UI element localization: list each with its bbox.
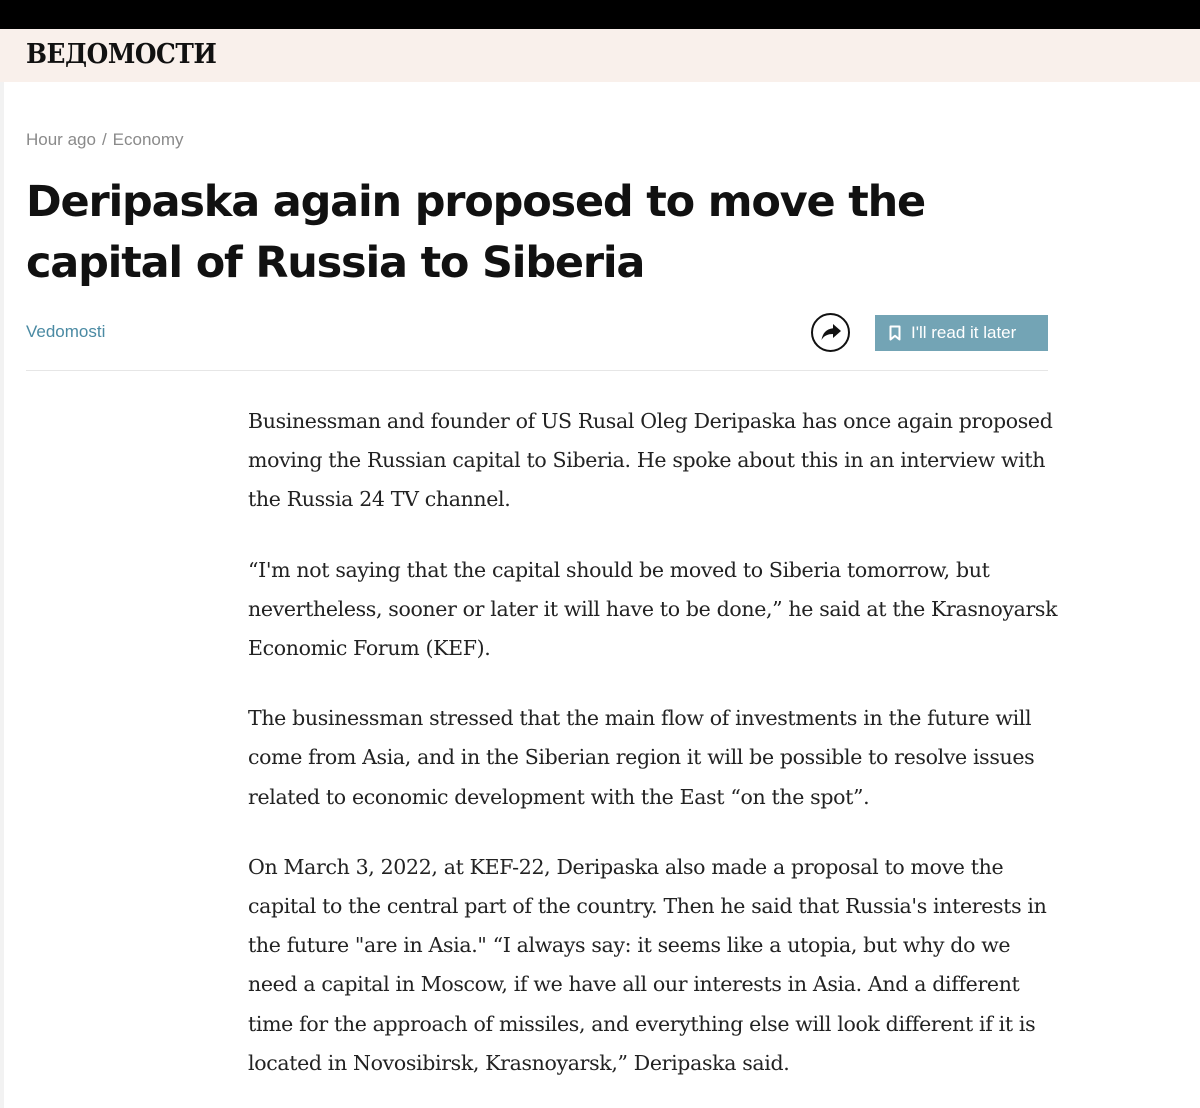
article-title: Deripaska again proposed to move the capital of Russia to Siberia [26,177,925,288]
paragraph-2: “I'm not saying that the capital should be moved to Siberia tomorrow, but nevertheless, sooner or later it will have to be done,” he said at the Krasnoyarsk Economic Forum (KEF). [248,557,1058,661]
share-arrow-icon [820,323,842,343]
page-left-edge [0,82,4,1108]
share-button[interactable] [811,313,850,352]
paragraph-3: The businessman stressed that the main flow of investments in the future will come from Asia, and in the Siberian region it will be possible to resolve issues related to economic development with the East “on the spot”. [248,706,1035,809]
read-later-label: I'll read it later [911,323,1017,342]
read-later-button[interactable] [875,315,1048,351]
bookmark-icon [889,325,901,341]
header-divider [26,370,1048,371]
category-link[interactable]: Economy [112,130,184,149]
site-header [0,29,1200,82]
publish-time: Hour ago [26,130,96,149]
meta-separator: / [101,130,107,149]
paragraph-4: On March 3, 2022, at KEF-22, Deripaska also made a proposal to move the capital to the central part of the country. Then he said that Russia's interests in the future "are in Asia." “I always say: it seems like a utopia, but why do we need a capital in Moscow, if we have all our interests in Asia. And a different time for the approach of missiles, and everything else will look different if it is located in Novosibirsk, Krasnoyarsk,” Deripaska said. [248,854,1047,1075]
article-body [248,402,1058,1108]
browser-top-strip [0,0,1200,29]
article-source[interactable]: Vedomosti [26,322,106,341]
article-meta [26,128,184,152]
site-logo[interactable]: ВЕДОМОСТИ [26,39,217,70]
paragraph-1: Businessman and founder of US Rusal Oleg Deripaska has once again proposed moving the Russian capital to Siberia. He spoke about this in an interview with the Russia 24 TV channel. [248,409,1053,512]
